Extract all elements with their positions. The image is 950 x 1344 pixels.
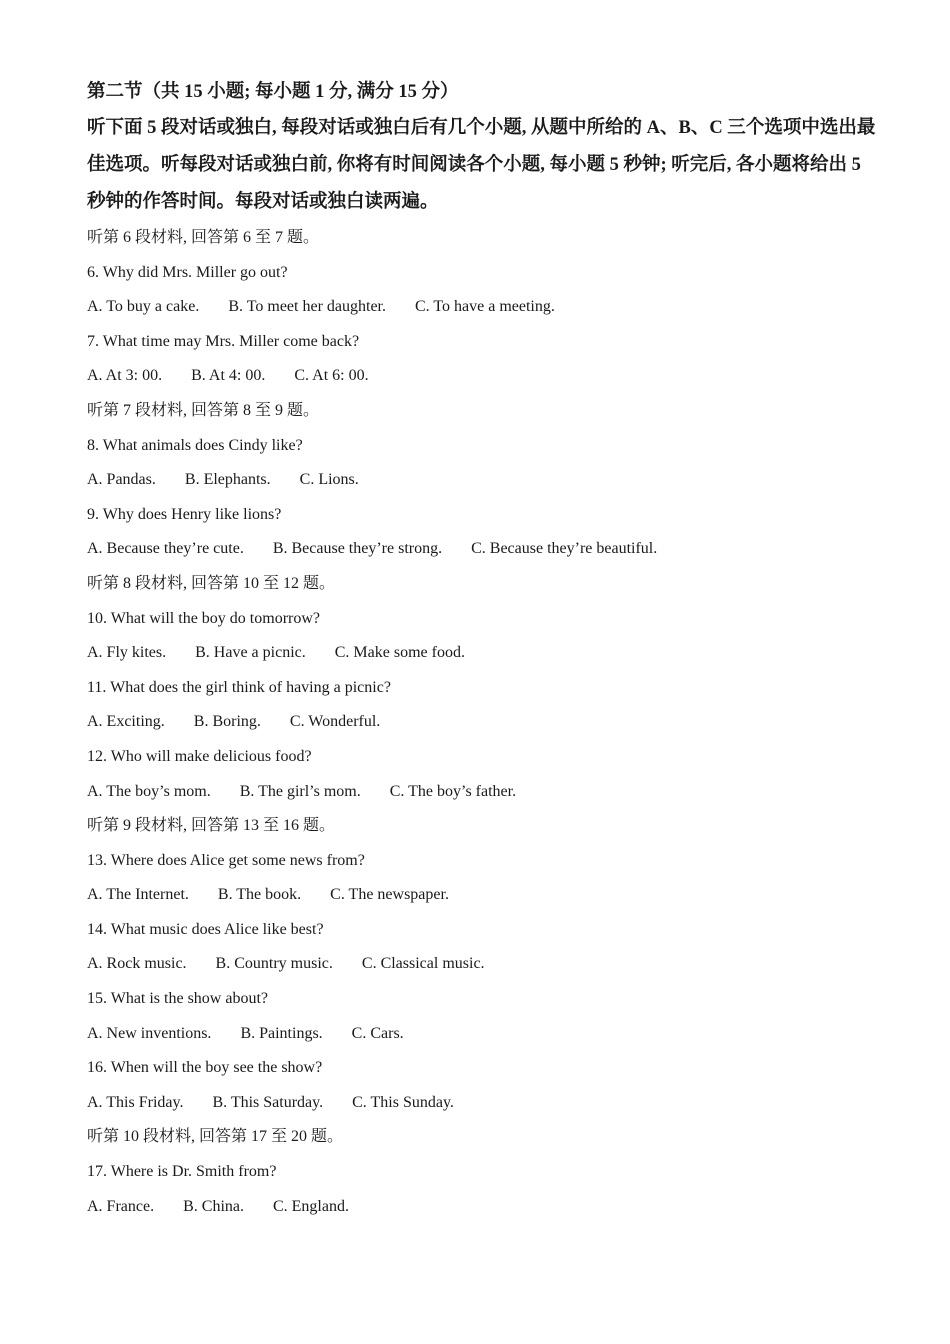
option-b: B. The book. xyxy=(217,886,302,904)
option-c: C. Lions. xyxy=(299,471,359,489)
option-c: C. Classical music. xyxy=(361,955,485,973)
document-page xyxy=(87,74,877,1224)
question-text: 6. Why did Mrs. Miller go out? xyxy=(87,263,288,281)
option-a: A. Pandas. xyxy=(87,471,156,489)
question-options xyxy=(87,775,877,810)
option-b: B. Country music. xyxy=(215,955,333,973)
option-a: A. France. xyxy=(87,1197,155,1215)
question-text: 16. When will the boy see the show? xyxy=(87,1059,323,1077)
question-options xyxy=(87,532,877,567)
option-c: C. The boy’s father. xyxy=(389,782,517,800)
option-b: B. Boring. xyxy=(193,713,261,731)
option-c: C. Cars. xyxy=(351,1024,404,1042)
question-options xyxy=(87,1190,877,1225)
option-b: B. China. xyxy=(183,1197,244,1215)
option-c: C. Wonderful. xyxy=(289,713,381,731)
group-intro: 听第 9 段材料, 回答第 13 至 16 题。 xyxy=(87,817,336,835)
question-text: 15. What is the show about? xyxy=(87,990,269,1008)
option-b: B. Have a picnic. xyxy=(195,644,306,662)
question-options xyxy=(87,636,877,671)
question-options xyxy=(87,359,877,394)
option-c: C. The newspaper. xyxy=(330,886,449,904)
question-options xyxy=(87,947,877,982)
option-c: C. England. xyxy=(272,1197,349,1215)
question-options xyxy=(87,878,877,913)
option-a: A. At 3: 00. xyxy=(87,367,163,385)
section-instructions: 听下面 5 段对话或独白, 每段对话或独白后有几个小题, 从题中所给的 A、B、C 三个选项中选出最佳选项。听每段对话或独白前, 你将有时间阅读各个小题, 每小题 5 秒钟; 听完后, 各小题将给出 5 秒钟的作答时间。每段对话或独白读两遍。 xyxy=(87,118,876,212)
group-intro: 听第 7 段材料, 回答第 8 至 9 题。 xyxy=(87,401,320,419)
option-c: C. Because they’re beautiful. xyxy=(471,540,658,558)
question-text: 7. What time may Mrs. Miller come back? xyxy=(87,332,360,350)
question-options xyxy=(87,1017,877,1052)
option-b: B. To meet her daughter. xyxy=(228,298,386,316)
option-a: A. This Friday. xyxy=(87,1093,184,1111)
question-groups xyxy=(87,221,877,1224)
option-a: A. Exciting. xyxy=(87,713,165,731)
question-text: 13. Where does Alice get some news from? xyxy=(87,851,365,869)
option-b: B. Paintings. xyxy=(240,1024,323,1042)
question-text: 11. What does the girl think of having a picnic? xyxy=(87,678,391,696)
option-b: B. Elephants. xyxy=(184,471,271,489)
option-c: C. At 6: 00. xyxy=(294,367,369,385)
question-text: 8. What animals does Cindy like? xyxy=(87,436,303,454)
option-b: B. At 4: 00. xyxy=(191,367,266,385)
option-a: A. To buy a cake. xyxy=(87,298,200,316)
question-options xyxy=(87,290,877,325)
option-a: A. Because they’re cute. xyxy=(87,540,244,558)
option-a: A. New inventions. xyxy=(87,1024,212,1042)
group-intro: 听第 10 段材料, 回答第 17 至 20 题。 xyxy=(87,1128,344,1146)
option-b: B. The girl’s mom. xyxy=(239,782,361,800)
option-a: A. The Internet. xyxy=(87,886,189,904)
section-heading: 第二节（共 15 小题; 每小题 1 分, 满分 15 分） xyxy=(87,82,459,102)
question-options xyxy=(87,705,877,740)
option-c: C. To have a meeting. xyxy=(414,298,555,316)
question-text: 9. Why does Henry like lions? xyxy=(87,505,282,523)
option-c: C. This Sunday. xyxy=(352,1093,454,1111)
question-text: 17. Where is Dr. Smith from? xyxy=(87,1163,277,1181)
option-a: A. Rock music. xyxy=(87,955,187,973)
option-c: C. Make some food. xyxy=(334,644,465,662)
option-a: A. The boy’s mom. xyxy=(87,782,211,800)
option-b: B. This Saturday. xyxy=(212,1093,324,1111)
question-text: 14. What music does Alice like best? xyxy=(87,920,324,938)
option-a: A. Fly kites. xyxy=(87,644,167,662)
question-options xyxy=(87,1086,877,1121)
group-intro: 听第 6 段材料, 回答第 6 至 7 题。 xyxy=(87,229,320,246)
option-b: B. Because they’re strong. xyxy=(272,540,443,558)
question-options xyxy=(87,463,877,498)
group-intro: 听第 8 段材料, 回答第 10 至 12 题。 xyxy=(87,574,336,592)
question-text: 12. Who will make delicious food? xyxy=(87,747,312,765)
question-text: 10. What will the boy do tomorrow? xyxy=(87,609,320,627)
